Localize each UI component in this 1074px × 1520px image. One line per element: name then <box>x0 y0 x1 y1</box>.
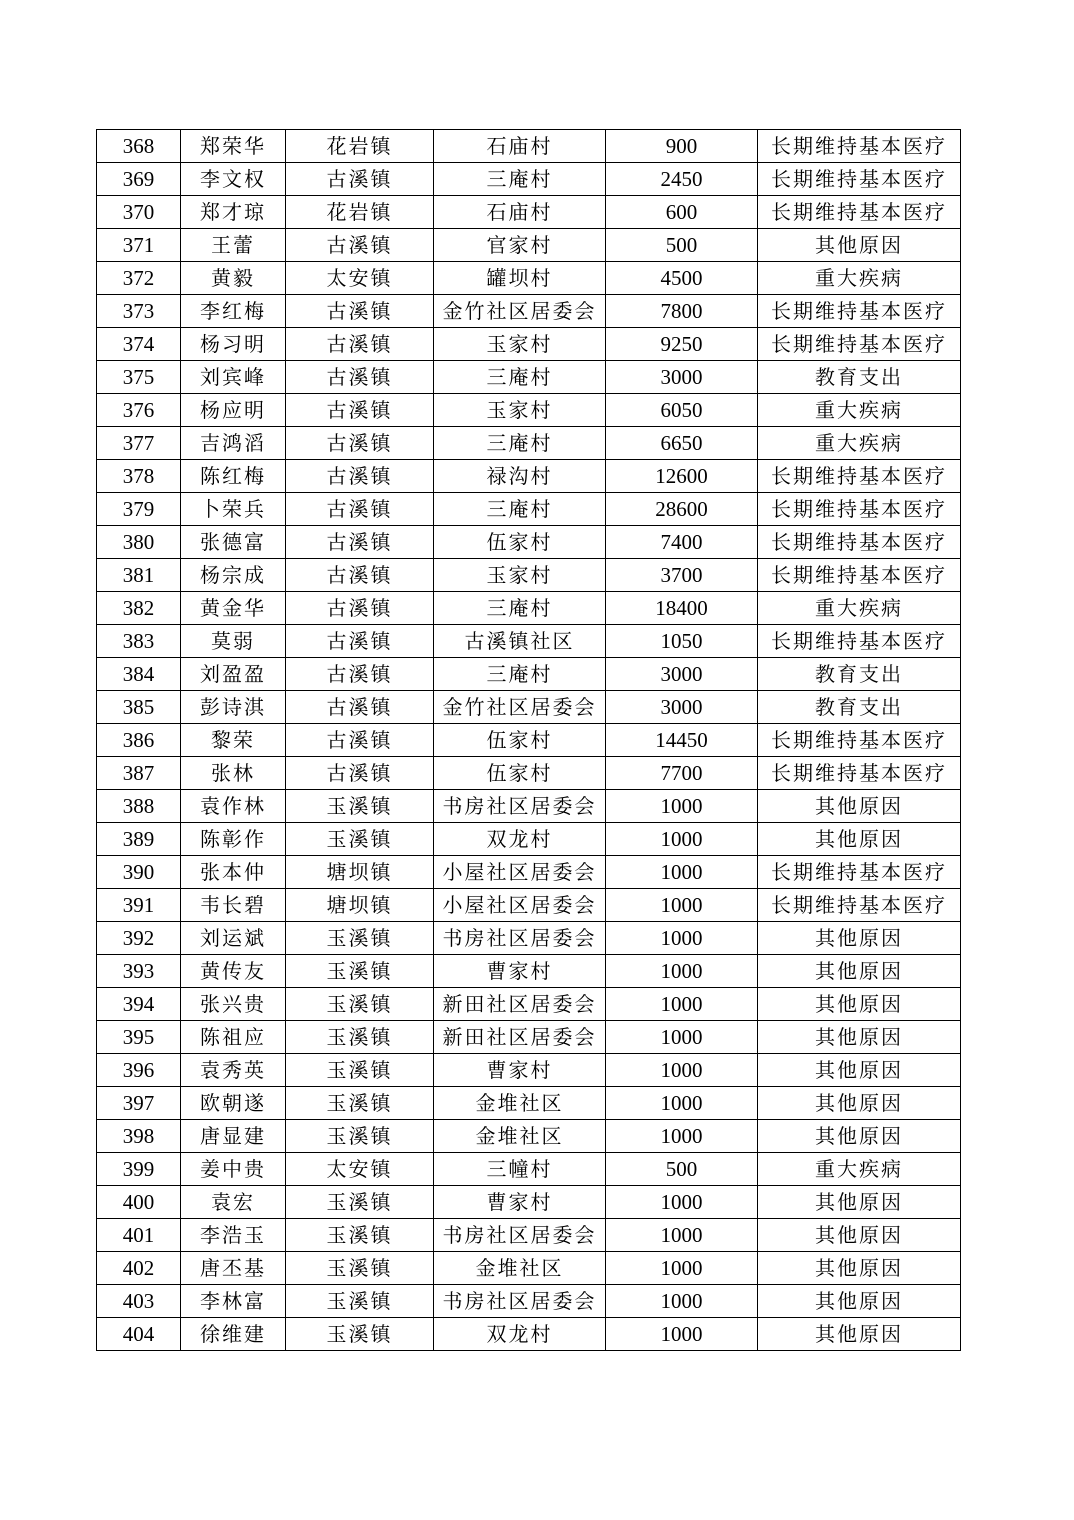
row-number-cell: 369 <box>97 163 181 196</box>
amount-cell: 7400 <box>606 526 758 559</box>
row-number-cell: 399 <box>97 1153 181 1186</box>
village-cell: 三庵村 <box>434 658 606 691</box>
village-cell: 三庵村 <box>434 592 606 625</box>
village-cell: 双龙村 <box>434 823 606 856</box>
row-number-cell: 388 <box>97 790 181 823</box>
amount-cell: 1000 <box>606 856 758 889</box>
name-cell: 袁秀英 <box>181 1054 286 1087</box>
row-number-cell: 387 <box>97 757 181 790</box>
name-cell: 刘运斌 <box>181 922 286 955</box>
town-cell: 古溪镇 <box>286 559 434 592</box>
reason-cell: 其他原因 <box>758 1252 961 1285</box>
amount-cell: 1000 <box>606 823 758 856</box>
village-cell: 金堆社区 <box>434 1120 606 1153</box>
town-cell: 玉溪镇 <box>286 1186 434 1219</box>
village-cell: 书房社区居委会 <box>434 1285 606 1318</box>
village-cell: 小屋社区居委会 <box>434 889 606 922</box>
town-cell: 玉溪镇 <box>286 790 434 823</box>
name-cell: 张德富 <box>181 526 286 559</box>
village-cell: 三庵村 <box>434 427 606 460</box>
row-number-cell: 386 <box>97 724 181 757</box>
table-row <box>97 691 961 724</box>
village-cell: 书房社区居委会 <box>434 922 606 955</box>
name-cell: 袁宏 <box>181 1186 286 1219</box>
town-cell: 塘坝镇 <box>286 856 434 889</box>
town-cell: 古溪镇 <box>286 592 434 625</box>
row-number-cell: 371 <box>97 229 181 262</box>
town-cell: 花岩镇 <box>286 130 434 163</box>
row-number-cell: 385 <box>97 691 181 724</box>
reason-cell: 其他原因 <box>758 1087 961 1120</box>
reason-cell: 教育支出 <box>758 691 961 724</box>
reason-cell: 重大疾病 <box>758 592 961 625</box>
row-number-cell: 395 <box>97 1021 181 1054</box>
name-cell: 欧朝遂 <box>181 1087 286 1120</box>
row-number-cell: 390 <box>97 856 181 889</box>
table-row <box>97 361 961 394</box>
reason-cell: 其他原因 <box>758 955 961 988</box>
name-cell: 韦长碧 <box>181 889 286 922</box>
table-row <box>97 1087 961 1120</box>
reason-cell: 教育支出 <box>758 658 961 691</box>
town-cell: 太安镇 <box>286 1153 434 1186</box>
village-cell: 三幢村 <box>434 1153 606 1186</box>
row-number-cell: 375 <box>97 361 181 394</box>
amount-cell: 3000 <box>606 361 758 394</box>
amount-cell: 500 <box>606 1153 758 1186</box>
reason-cell: 其他原因 <box>758 1318 961 1351</box>
town-cell: 玉溪镇 <box>286 1285 434 1318</box>
village-cell: 玉家村 <box>434 328 606 361</box>
town-cell: 古溪镇 <box>286 625 434 658</box>
village-cell: 金竹社区居委会 <box>434 295 606 328</box>
village-cell: 新田社区居委会 <box>434 988 606 1021</box>
row-number-cell: 370 <box>97 196 181 229</box>
table-row <box>97 295 961 328</box>
table-row <box>97 559 961 592</box>
reason-cell: 长期维持基本医疗 <box>758 196 961 229</box>
town-cell: 玉溪镇 <box>286 1252 434 1285</box>
reason-cell: 其他原因 <box>758 1186 961 1219</box>
table-row <box>97 988 961 1021</box>
amount-cell: 900 <box>606 130 758 163</box>
amount-cell: 4500 <box>606 262 758 295</box>
table-row <box>97 1153 961 1186</box>
table-row <box>97 163 961 196</box>
reason-cell: 长期维持基本医疗 <box>758 130 961 163</box>
table-row <box>97 625 961 658</box>
reason-cell: 重大疾病 <box>758 1153 961 1186</box>
name-cell: 陈红梅 <box>181 460 286 493</box>
name-cell: 郑才琼 <box>181 196 286 229</box>
town-cell: 塘坝镇 <box>286 889 434 922</box>
village-cell: 金堆社区 <box>434 1252 606 1285</box>
name-cell: 张本仲 <box>181 856 286 889</box>
amount-cell: 2450 <box>606 163 758 196</box>
table-row <box>97 1219 961 1252</box>
amount-cell: 1000 <box>606 1120 758 1153</box>
village-cell: 曹家村 <box>434 955 606 988</box>
amount-cell: 7700 <box>606 757 758 790</box>
name-cell: 杨习明 <box>181 328 286 361</box>
table-row <box>97 889 961 922</box>
town-cell: 玉溪镇 <box>286 1219 434 1252</box>
reason-cell: 重大疾病 <box>758 262 961 295</box>
amount-cell: 1050 <box>606 625 758 658</box>
row-number-cell: 403 <box>97 1285 181 1318</box>
name-cell: 李红梅 <box>181 295 286 328</box>
village-cell: 新田社区居委会 <box>434 1021 606 1054</box>
amount-cell: 1000 <box>606 1054 758 1087</box>
village-cell: 石庙村 <box>434 196 606 229</box>
name-cell: 彭诗淇 <box>181 691 286 724</box>
reason-cell: 长期维持基本医疗 <box>758 163 961 196</box>
table-row <box>97 526 961 559</box>
village-cell: 三庵村 <box>434 493 606 526</box>
table-row <box>97 427 961 460</box>
row-number-cell: 377 <box>97 427 181 460</box>
table-row <box>97 229 961 262</box>
amount-cell: 12600 <box>606 460 758 493</box>
amount-cell: 9250 <box>606 328 758 361</box>
table-row <box>97 790 961 823</box>
amount-cell: 1000 <box>606 1285 758 1318</box>
name-cell: 卜荣兵 <box>181 493 286 526</box>
name-cell: 王蕾 <box>181 229 286 262</box>
reason-cell: 其他原因 <box>758 1219 961 1252</box>
amount-cell: 1000 <box>606 790 758 823</box>
amount-cell: 1000 <box>606 1087 758 1120</box>
name-cell: 黄传友 <box>181 955 286 988</box>
table-row <box>97 1186 961 1219</box>
town-cell: 古溪镇 <box>286 361 434 394</box>
village-cell: 玉家村 <box>434 394 606 427</box>
name-cell: 黄金华 <box>181 592 286 625</box>
table-row <box>97 1285 961 1318</box>
table-row <box>97 394 961 427</box>
reason-cell: 重大疾病 <box>758 427 961 460</box>
reason-cell: 长期维持基本医疗 <box>758 460 961 493</box>
reason-cell: 其他原因 <box>758 988 961 1021</box>
amount-cell: 18400 <box>606 592 758 625</box>
row-number-cell: 400 <box>97 1186 181 1219</box>
reason-cell: 长期维持基本医疗 <box>758 559 961 592</box>
row-number-cell: 379 <box>97 493 181 526</box>
amount-cell: 3000 <box>606 658 758 691</box>
village-cell: 小屋社区居委会 <box>434 856 606 889</box>
table-row <box>97 856 961 889</box>
table-row <box>97 328 961 361</box>
reason-cell: 其他原因 <box>758 823 961 856</box>
reason-cell: 教育支出 <box>758 361 961 394</box>
name-cell: 黄毅 <box>181 262 286 295</box>
village-cell: 玉家村 <box>434 559 606 592</box>
town-cell: 古溪镇 <box>286 163 434 196</box>
row-number-cell: 401 <box>97 1219 181 1252</box>
row-number-cell: 389 <box>97 823 181 856</box>
reason-cell: 长期维持基本医疗 <box>758 625 961 658</box>
village-cell: 禄沟村 <box>434 460 606 493</box>
name-cell: 郑荣华 <box>181 130 286 163</box>
town-cell: 太安镇 <box>286 262 434 295</box>
table-row <box>97 724 961 757</box>
name-cell: 李林富 <box>181 1285 286 1318</box>
amount-cell: 1000 <box>606 1219 758 1252</box>
amount-cell: 14450 <box>606 724 758 757</box>
village-cell: 三庵村 <box>434 361 606 394</box>
town-cell: 古溪镇 <box>286 658 434 691</box>
row-number-cell: 380 <box>97 526 181 559</box>
town-cell: 古溪镇 <box>286 691 434 724</box>
village-cell: 金竹社区居委会 <box>434 691 606 724</box>
village-cell: 伍家村 <box>434 526 606 559</box>
name-cell: 陈祖应 <box>181 1021 286 1054</box>
reason-cell: 长期维持基本医疗 <box>758 328 961 361</box>
amount-cell: 1000 <box>606 955 758 988</box>
town-cell: 古溪镇 <box>286 460 434 493</box>
table-row <box>97 955 961 988</box>
table-row <box>97 130 961 163</box>
name-cell: 袁作林 <box>181 790 286 823</box>
reason-cell: 长期维持基本医疗 <box>758 526 961 559</box>
reason-cell: 长期维持基本医疗 <box>758 295 961 328</box>
table-body <box>97 130 961 1351</box>
name-cell: 杨应明 <box>181 394 286 427</box>
row-number-cell: 393 <box>97 955 181 988</box>
row-number-cell: 391 <box>97 889 181 922</box>
name-cell: 张兴贵 <box>181 988 286 1021</box>
village-cell: 书房社区居委会 <box>434 790 606 823</box>
row-number-cell: 382 <box>97 592 181 625</box>
name-cell: 刘宾峰 <box>181 361 286 394</box>
amount-cell: 1000 <box>606 1252 758 1285</box>
table-row <box>97 460 961 493</box>
amount-cell: 6050 <box>606 394 758 427</box>
reason-cell: 长期维持基本医疗 <box>758 724 961 757</box>
name-cell: 徐维建 <box>181 1318 286 1351</box>
row-number-cell: 404 <box>97 1318 181 1351</box>
name-cell: 李浩玉 <box>181 1219 286 1252</box>
row-number-cell: 398 <box>97 1120 181 1153</box>
village-cell: 罐坝村 <box>434 262 606 295</box>
row-number-cell: 396 <box>97 1054 181 1087</box>
amount-cell: 28600 <box>606 493 758 526</box>
name-cell: 姜中贵 <box>181 1153 286 1186</box>
row-number-cell: 381 <box>97 559 181 592</box>
table-row <box>97 922 961 955</box>
amount-cell: 1000 <box>606 1318 758 1351</box>
table-row <box>97 1252 961 1285</box>
town-cell: 古溪镇 <box>286 526 434 559</box>
town-cell: 玉溪镇 <box>286 1054 434 1087</box>
village-cell: 石庙村 <box>434 130 606 163</box>
amount-cell: 3000 <box>606 691 758 724</box>
town-cell: 玉溪镇 <box>286 955 434 988</box>
town-cell: 玉溪镇 <box>286 988 434 1021</box>
reason-cell: 其他原因 <box>758 229 961 262</box>
table-row <box>97 1120 961 1153</box>
amount-cell: 6650 <box>606 427 758 460</box>
town-cell: 古溪镇 <box>286 427 434 460</box>
town-cell: 玉溪镇 <box>286 922 434 955</box>
table-row <box>97 757 961 790</box>
village-cell: 双龙村 <box>434 1318 606 1351</box>
town-cell: 古溪镇 <box>286 724 434 757</box>
name-cell: 黎荣 <box>181 724 286 757</box>
amount-cell: 1000 <box>606 1021 758 1054</box>
reason-cell: 其他原因 <box>758 790 961 823</box>
reason-cell: 其他原因 <box>758 922 961 955</box>
reason-cell: 重大疾病 <box>758 394 961 427</box>
town-cell: 玉溪镇 <box>286 1087 434 1120</box>
name-cell: 唐显建 <box>181 1120 286 1153</box>
amount-cell: 500 <box>606 229 758 262</box>
town-cell: 古溪镇 <box>286 757 434 790</box>
row-number-cell: 373 <box>97 295 181 328</box>
amount-cell: 1000 <box>606 922 758 955</box>
town-cell: 古溪镇 <box>286 229 434 262</box>
name-cell: 陈彰作 <box>181 823 286 856</box>
village-cell: 金堆社区 <box>434 1087 606 1120</box>
village-cell: 曹家村 <box>434 1054 606 1087</box>
town-cell: 玉溪镇 <box>286 1021 434 1054</box>
reason-cell: 其他原因 <box>758 1120 961 1153</box>
reason-cell: 长期维持基本医疗 <box>758 493 961 526</box>
village-cell: 伍家村 <box>434 757 606 790</box>
reason-cell: 其他原因 <box>758 1285 961 1318</box>
name-cell: 唐丕基 <box>181 1252 286 1285</box>
amount-cell: 3700 <box>606 559 758 592</box>
table-row <box>97 196 961 229</box>
town-cell: 玉溪镇 <box>286 823 434 856</box>
town-cell: 花岩镇 <box>286 196 434 229</box>
town-cell: 古溪镇 <box>286 295 434 328</box>
amount-cell: 1000 <box>606 988 758 1021</box>
row-number-cell: 376 <box>97 394 181 427</box>
table-row <box>97 493 961 526</box>
row-number-cell: 397 <box>97 1087 181 1120</box>
table-row <box>97 1021 961 1054</box>
village-cell: 官家村 <box>434 229 606 262</box>
row-number-cell: 384 <box>97 658 181 691</box>
reason-cell: 长期维持基本医疗 <box>758 856 961 889</box>
name-cell: 杨宗成 <box>181 559 286 592</box>
amount-cell: 600 <box>606 196 758 229</box>
name-cell: 吉鸿滔 <box>181 427 286 460</box>
table-row <box>97 262 961 295</box>
village-cell: 曹家村 <box>434 1186 606 1219</box>
town-cell: 古溪镇 <box>286 493 434 526</box>
reason-cell: 长期维持基本医疗 <box>758 889 961 922</box>
town-cell: 古溪镇 <box>286 394 434 427</box>
amount-cell: 1000 <box>606 1186 758 1219</box>
reason-cell: 其他原因 <box>758 1054 961 1087</box>
row-number-cell: 402 <box>97 1252 181 1285</box>
row-number-cell: 378 <box>97 460 181 493</box>
reason-cell: 其他原因 <box>758 1021 961 1054</box>
amount-cell: 7800 <box>606 295 758 328</box>
reason-cell: 长期维持基本医疗 <box>758 757 961 790</box>
row-number-cell: 392 <box>97 922 181 955</box>
village-cell: 书房社区居委会 <box>434 1219 606 1252</box>
town-cell: 玉溪镇 <box>286 1318 434 1351</box>
name-cell: 张林 <box>181 757 286 790</box>
village-cell: 伍家村 <box>434 724 606 757</box>
town-cell: 玉溪镇 <box>286 1120 434 1153</box>
row-number-cell: 374 <box>97 328 181 361</box>
relief-table <box>96 129 961 1351</box>
table-row <box>97 1318 961 1351</box>
name-cell: 刘盈盈 <box>181 658 286 691</box>
amount-cell: 1000 <box>606 889 758 922</box>
name-cell: 李文权 <box>181 163 286 196</box>
row-number-cell: 394 <box>97 988 181 1021</box>
row-number-cell: 383 <box>97 625 181 658</box>
village-cell: 三庵村 <box>434 163 606 196</box>
table-row <box>97 1054 961 1087</box>
row-number-cell: 372 <box>97 262 181 295</box>
name-cell: 莫弱 <box>181 625 286 658</box>
row-number-cell: 368 <box>97 130 181 163</box>
table-row <box>97 823 961 856</box>
village-cell: 古溪镇社区 <box>434 625 606 658</box>
table-row <box>97 592 961 625</box>
table-row <box>97 658 961 691</box>
town-cell: 古溪镇 <box>286 328 434 361</box>
